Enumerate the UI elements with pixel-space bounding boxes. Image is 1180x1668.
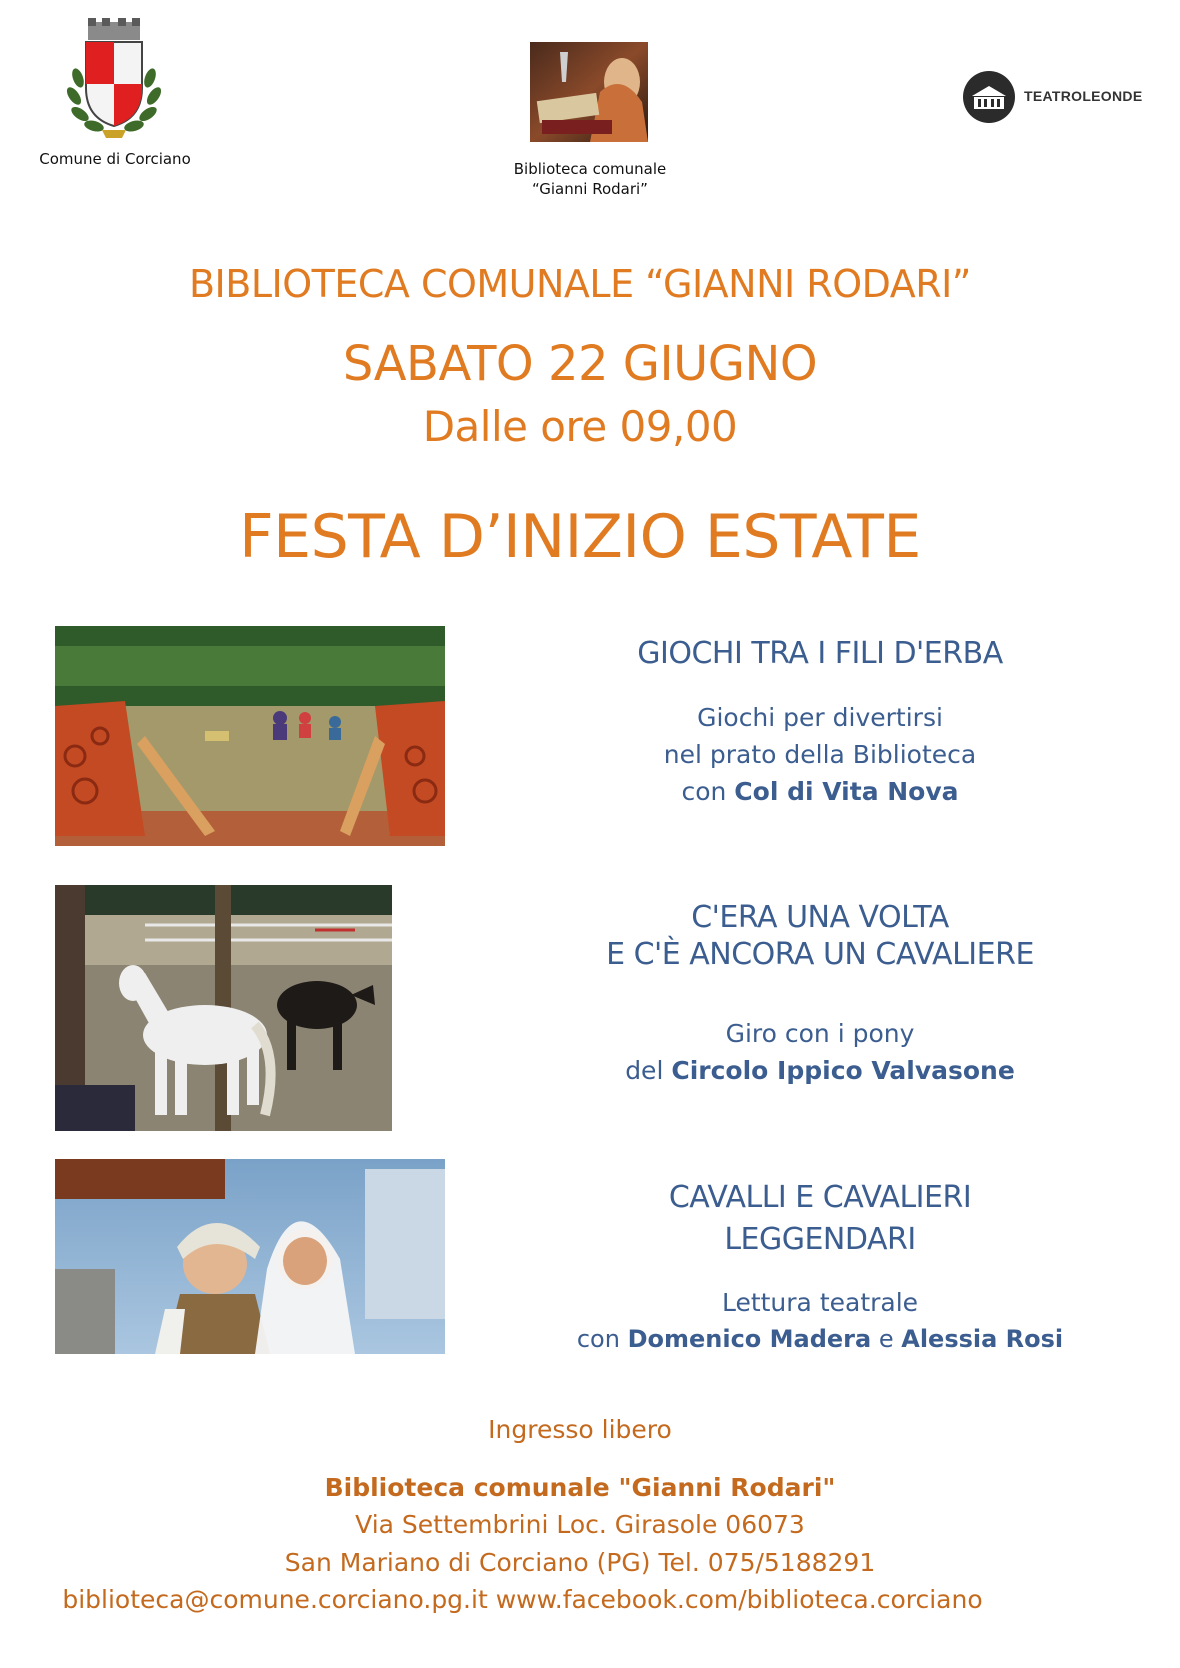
footer-address-line1: Via Settembrini Loc. Girasole 06073 [355,1510,805,1539]
activity3-performer2: Alessia Rosi [901,1325,1064,1353]
activity1-desc-prefix: con [681,777,735,806]
event-time: Dalle ore 09,00 [422,402,738,451]
comune-coat-of-arms [64,18,164,140]
activity2-desc-line2 [520,1052,1120,1089]
free-entry-note: Ingresso libero [488,1415,672,1444]
activity-photo-meadow-games [55,626,445,846]
activity3-desc-mid: e [871,1325,902,1353]
comune-caption: Comune di Corciano [39,150,191,168]
activity3-performer1: Domenico Madera [627,1325,872,1353]
activity3-desc-prefix: con [576,1325,628,1353]
library-caption-line2: “Gianni Rodari” [532,180,648,198]
event-title: FESTA D’INIZIO ESTATE [239,502,921,572]
activity2-desc-line1: Giro con i pony [725,1019,915,1048]
activity3-title-line1: CAVALLI E CAVALIERI [668,1180,972,1215]
activity1-title: GIOCHI TRA I FILI D'ERBA [637,636,1003,671]
library-title: BIBLIOTECA COMUNALE “GIANNI RODARI” [188,262,971,306]
activity3-desc-line1: Lettura teatrale [721,1288,919,1317]
teatroleonde-logo-icon [962,70,1016,124]
library-caption-line1: Biblioteca comunale [513,160,667,178]
footer-contacts[interactable]: biblioteca@comune.corciano.pg.it www.facebook.com/biblioteca.corciano [62,1585,983,1614]
activity1-desc-line3 [520,773,1120,810]
activity1-organizer: Col di Vita Nova [734,777,959,806]
footer-address-line2: San Mariano di Corciano (PG) Tel. 075/5188291 [284,1548,876,1577]
activity-photo-storytellers [55,1159,445,1354]
activity3-title-line2: LEGGENDARI [724,1222,916,1257]
activity2-desc-prefix: del [625,1056,672,1085]
activity1-desc-line2: nel prato della Biblioteca [663,740,977,769]
footer-library-name: Biblioteca comunale "Gianni Rodari" [324,1473,836,1502]
activity2-organizer: Circolo Ippico Valvasone [671,1056,1015,1085]
activity-photo-ponies [55,885,392,1131]
activity2-title-line1: C'ERA UNA VOLTA [691,900,949,935]
activity1-desc-line1: Giochi per divertirsi [697,703,943,732]
teatroleonde-label: TEATROLEONDE [1024,88,1143,104]
library-logo-image [530,42,648,142]
event-date: SABATO 22 GIUGNO [342,336,818,392]
activity2-title-line2: E C'È ANCORA UN CAVALIERE [606,937,1034,972]
activity3-desc-line2 [520,1321,1120,1358]
